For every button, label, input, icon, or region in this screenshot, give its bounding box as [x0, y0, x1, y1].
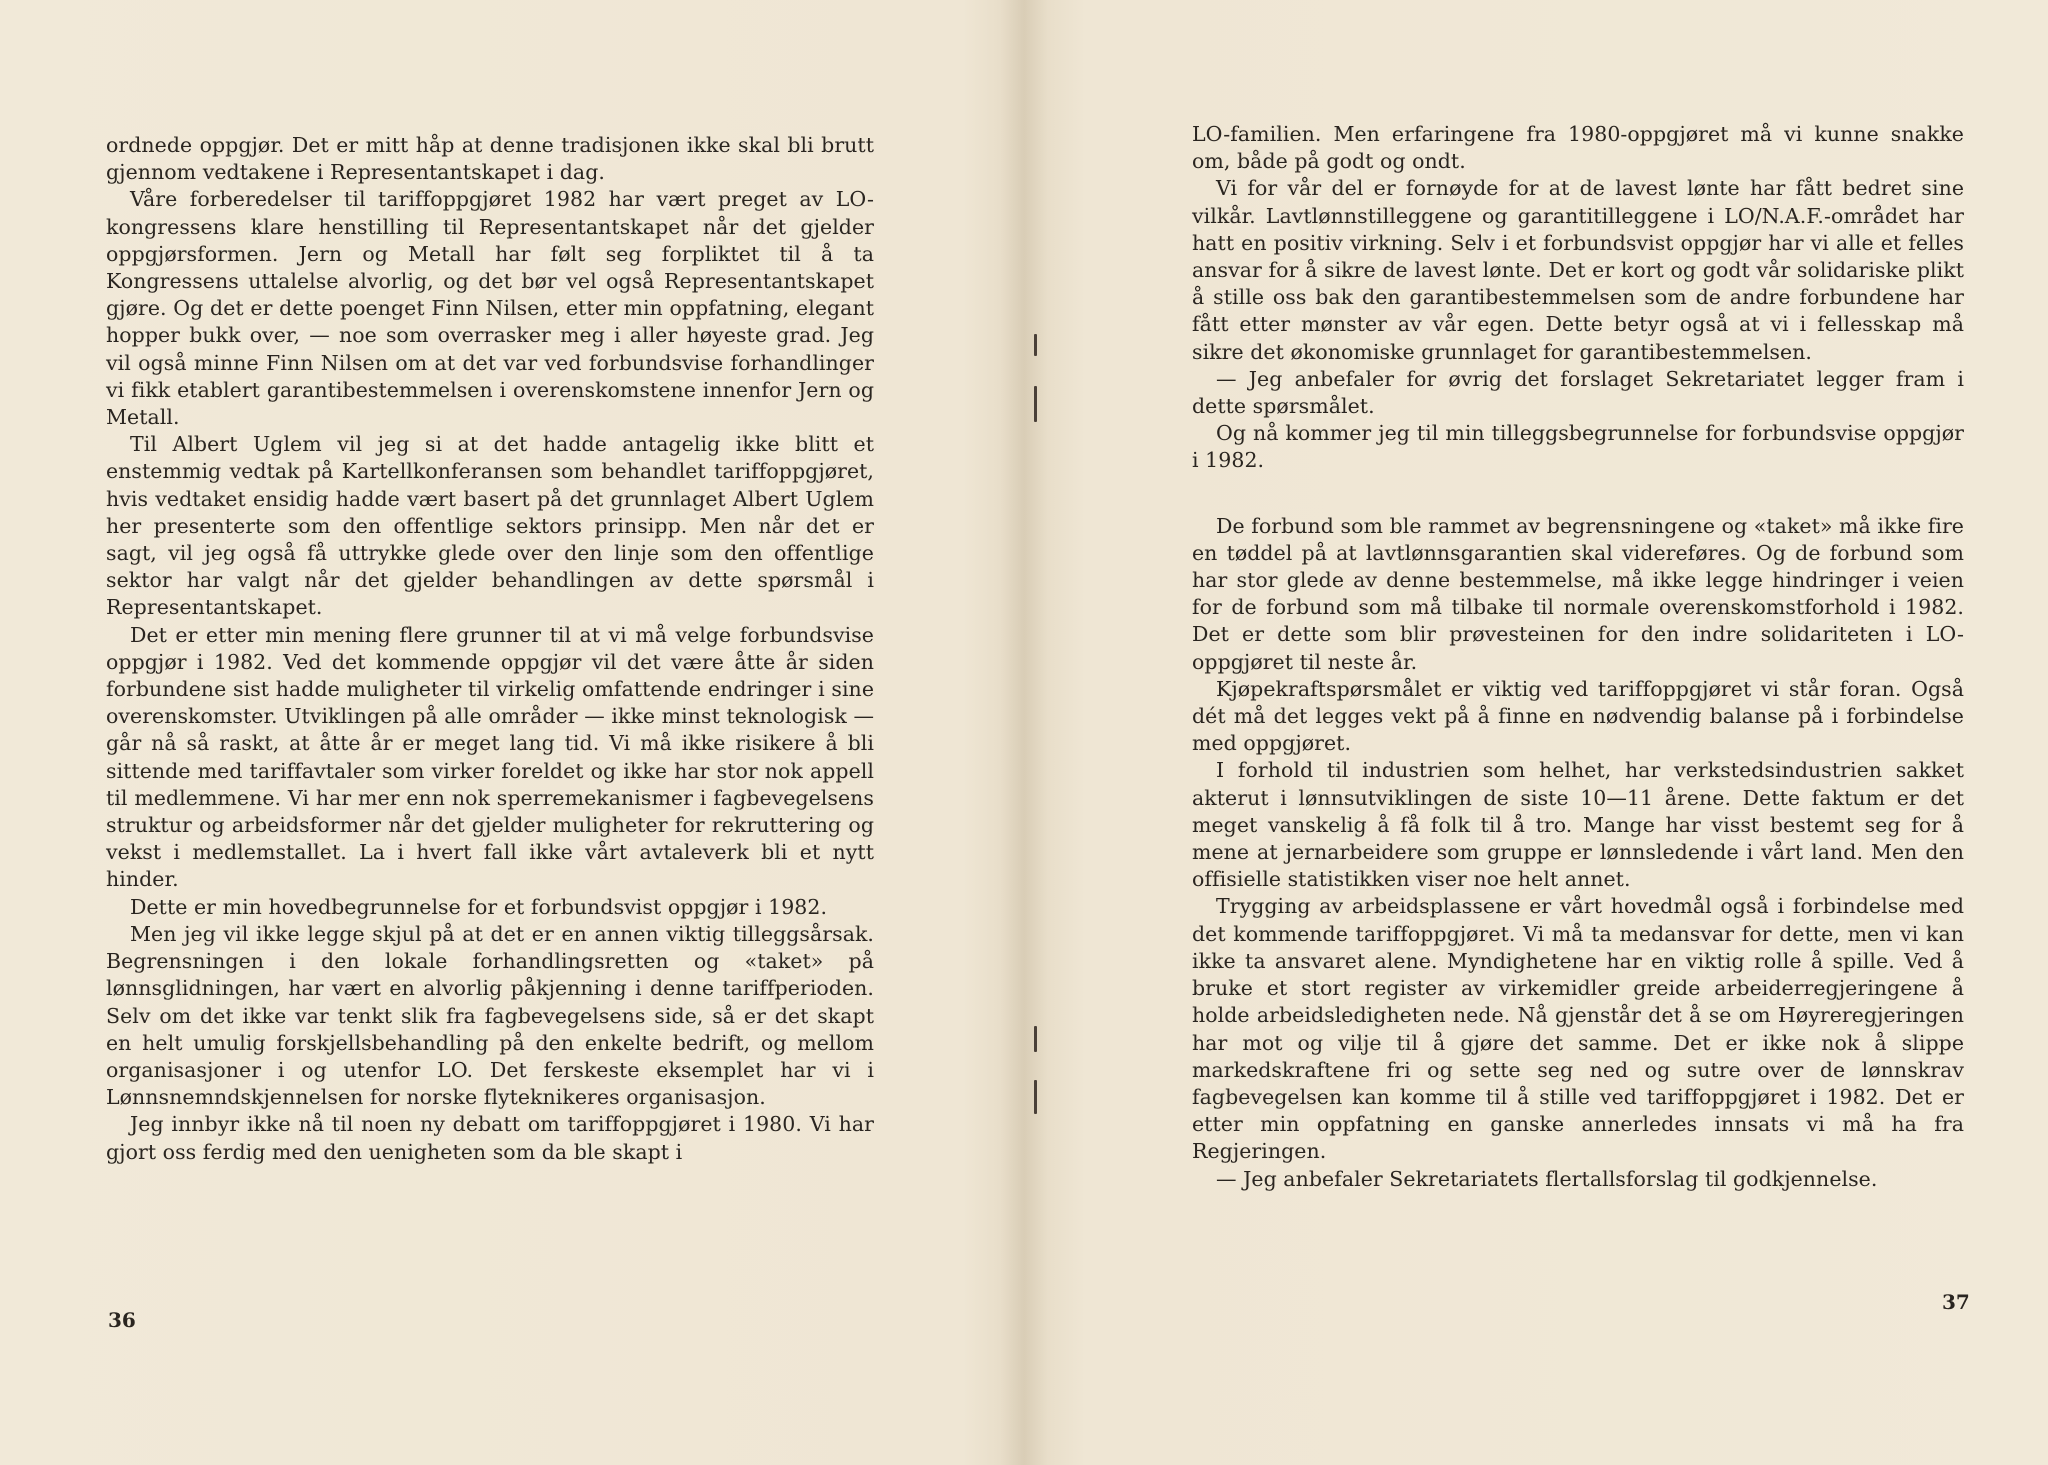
paragraph: De forbund som ble rammet av begrensningene og «taket» må ikke fire en tøddel på at lavtlønnsgarantien skal videreføres. Og de forbund som har stor glede av denne bestemmelse, må ikke legge hindringer i veien for de forbund som må tilbake til normale overenskomstforhold i 1982. Det er dette som blir prøvesteinen for den indre solidariteten i LO-oppgjøret til neste år.: [1192, 513, 1964, 674]
paragraph: Det er etter min mening flere grunner til at vi må velge forbundsvise oppgjør i 1982. Ved det kommende oppgjør vil det være åtte år siden forbundene sist hadde muligheter til virkelig omfattende endringer i sine overenskomster. Utviklingen på alle områder — ikke minst teknologisk — går nå så raskt, at åtte år er meget lang tid. Vi må ikke risikere å bli sittende med tariffavtaler som virker foreldet og ikke har stor nok appell til medlemmene. Vi har mer enn nok sperremekanismer i fagbevegelsens struktur og arbeidsformer når det gjelder muligheter for rekruttering og vekst i medlemstallet. La i hvert fall ikke vårt avtaleverk bli et nytt hinder.: [106, 622, 874, 892]
paragraph: Men jeg vil ikke legge skjul på at det er en annen viktig tilleggsårsak. Begrensningen i den lokale forhandlingsretten og «taket» på lønnsglidningen, har vært en alvorlig påkjenning i denne tariffperioden. Selv om det ikke var tenkt slik fra fagbevegelsens side, så er det skapt en helt umulig forskjellsbehandling på den enkelte bedrift, og mellom organisasjoner i og utenfor LO. Det ferskeste eksemplet har vi i Lønnsnemndskjennelsen for norske flyteknikeres organisasjon.: [106, 921, 874, 1110]
paragraph: Jeg innbyr ikke nå til noen ny debatt om tariffoppgjøret i 1980. Vi har gjort oss ferdig med den uenigheten som da ble skapt i: [106, 1112, 874, 1164]
paragraph: Og nå kommer jeg til min tilleggsbegrunnelse for forbundsvise oppgjør i 1982.: [1192, 421, 1964, 473]
page-number: 37: [1942, 1290, 1970, 1314]
paragraph: I forhold til industrien som helhet, har verkstedsindustrien sakket akterut i lønnsutviklingen de siste 10—11 årene. Dette faktum er det meget vanskelig å få folk til å tro. Mange har visst bestemt seg for å mene at jernarbeidere som gruppe er lønnsledende i vårt land. Men den offisielle statistikken viser noe helt annet.: [1192, 758, 1964, 892]
paragraph: — Jeg anbefaler Sekretariatets flertallsforslag til godkjennelse.: [1216, 1166, 1878, 1191]
paragraph: Våre forberedelser til tariffoppgjøret 1982 har vært preget av LO-kongressens klare henstilling til Representantskapet når det gjelder oppgjørsformen. Jern og Metall har følt seg forpliktet til å ta Kongressens uttalelse alvorlig, og det bør vel også Representantskapet gjøre. Og det er dette poenget Finn Nilsen, etter min oppfatning, elegant hopper bukk over, — noe som overrasker meg i aller høyeste grad. Jeg vil også minne Finn Nilsen om at det var ved forbundsvise forhandlinger vi fikk etablert garantibestemmelsen i overenskomstene innenfor Jern og Metall.: [106, 187, 874, 430]
page-number: 36: [108, 1308, 136, 1332]
paragraph: Kjøpekraftspørsmålet er viktig ved tariffoppgjøret vi står foran. Også dét må det legges vekt på å finne en nødvendig balanse på i forbindelse med oppgjøret.: [1192, 676, 1964, 756]
right-page: [1024, 0, 2048, 1465]
right-page-text: [1192, 121, 1964, 1193]
paragraph: ordnede oppgjør. Det er mitt håp at denne tradisjonen ikke skal bli brutt gjennom vedtakene i Representantskapet i dag.: [106, 133, 874, 185]
paragraph: LO-familien. Men erfaringene fra 1980-oppgjøret må vi kunne snakke om, både på godt og ondt.: [1192, 122, 1964, 174]
paragraph: Til Albert Uglem vil jeg si at det hadde antagelig ikke blitt et enstemmig vedtak på Kartellkonferansen som behandlet tariffoppgjøret, hvis vedtaket ensidig hadde vært basert på det grunnlaget Albert Uglem her presenterte som den offentlige sektors prinsipp. Men når det er sagt, vil jeg også få uttrykke glede over den linje som den offentlige sektor har valgt når det gjelder behandlingen av dette spørsmål i Representantskapet.: [106, 432, 874, 620]
paragraph: — Jeg anbefaler for øvrig det forslaget Sekretariatet legger fram i dette spørsmålet.: [1192, 366, 1964, 419]
paragraph: Dette er min hovedbegrunnelse for et forbundsvist oppgjør i 1982.: [130, 894, 828, 919]
paragraph: Trygging av arbeidsplassene er vårt hovedmål også i forbindelse med det kommende tariffoppgjøret. Vi må ta medansvar for dette, men vi kan ikke ta ansvaret alene. Myndighetene har en viktig rolle å spille. Ved å bruke et stort register av virkemidler greide arbeiderregjeringene å holde arbeidsledigheten nede. Nå gjenstår det å se om Høyreregjeringen har mot og vilje til å gjøre det samme. Det er ikke nok å slippe markedskraftene fri og sette seg ned og sutre over de lønnskrav fagbevegelsen kan komme til å stille ved tariffoppgjøret i 1982. Det er etter min oppfatning en ganske annerledes innsats vi må ha fra Regjeringen.: [1192, 894, 1964, 1164]
paragraph: Vi for vår del er fornøyde for at de lavest lønte har fått bedret sine vilkår. Lavtlønnstilleggene og garantitilleggene i LO/N.A.F.-området har hatt en positiv virkning. Selv i et forbundsvist oppgjør har vi alle et felles ansvar for å sikre de lavest lønte. Det er kort og godt vår solidariske plikt å stille oss bak den garantibestemmelsen som de andre forbundene har fått etter mønster av vår egen. Dette betyr også at vi i fellesskap må sikre det økonomiske grunnlaget for garantibestemmelsen.: [1192, 176, 1964, 364]
left-page-text: [106, 132, 874, 1166]
